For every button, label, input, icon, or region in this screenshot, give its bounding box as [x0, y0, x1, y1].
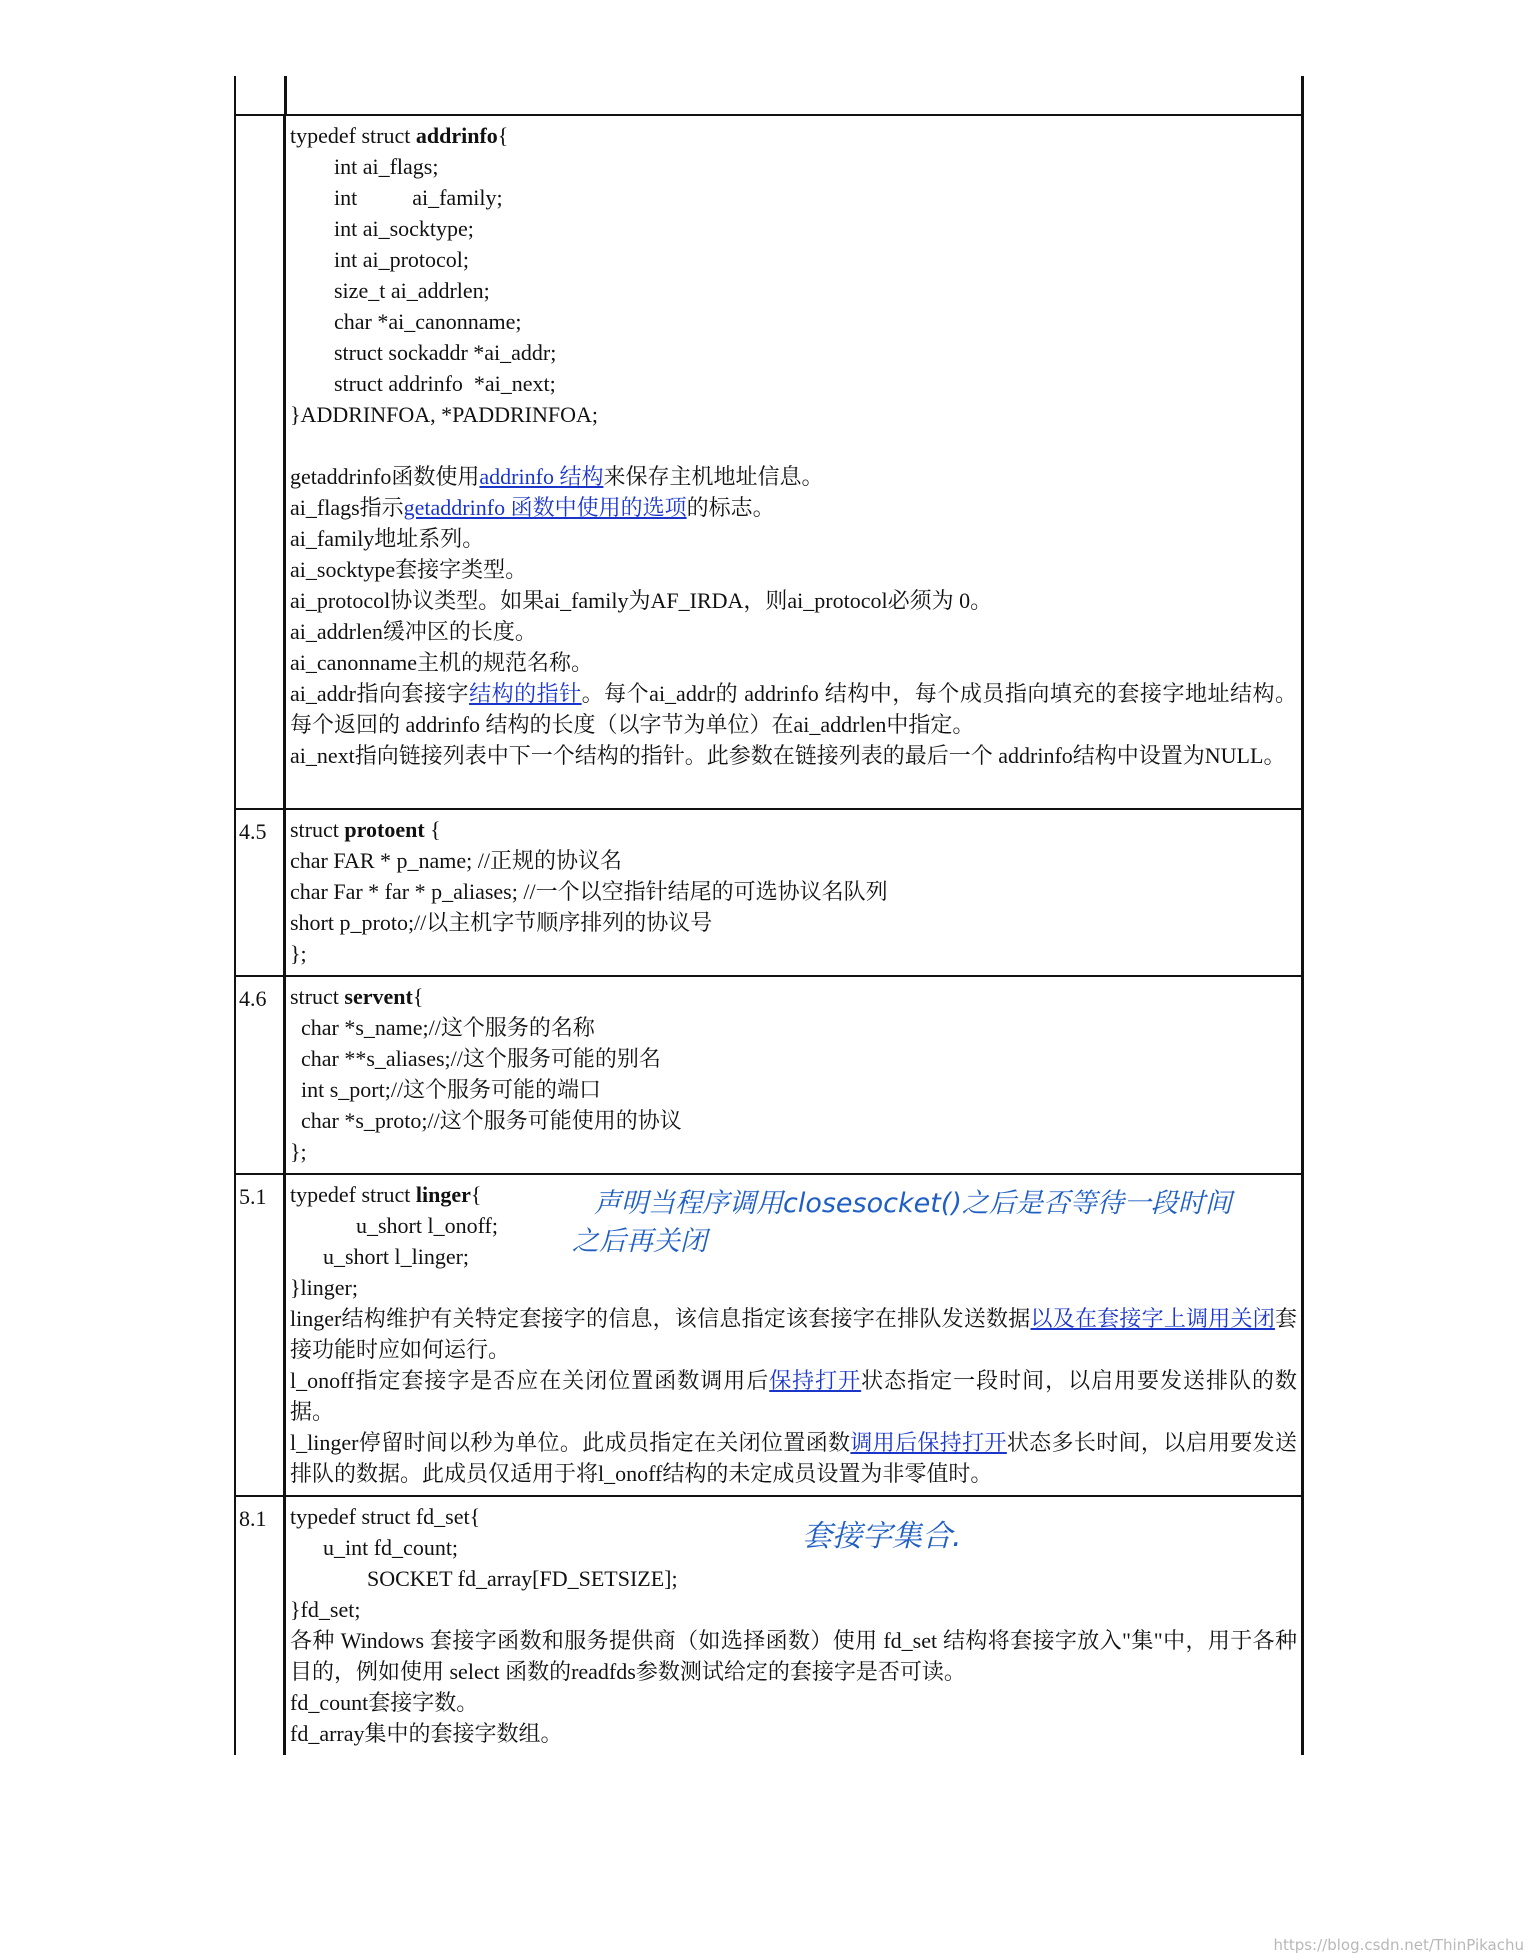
linger-description [290, 1303, 1297, 1489]
code-line: short p_proto;//以主机字节顺序排列的协议号 [290, 910, 713, 935]
code-line: u_short l_onoff; [290, 1213, 498, 1238]
section-number: 4.6 [234, 977, 286, 1173]
code-line: int s_port;//这个服务可能的端口 [290, 1077, 602, 1102]
handwritten-note-fd-set: 套接字集合. [802, 1519, 962, 1554]
description-line: linger结构维护有关特定套接字的信息，该信息指定该套接字在排队发送数据以及在套接字上调用关闭套接功能时应如何运行。 [290, 1306, 1297, 1362]
code-line: }; [290, 1139, 307, 1164]
code-line: char Far * far * p_aliases; //一个以空指针结尾的可选协议名队列 [290, 879, 888, 904]
handwritten-note-linger-line2: 之后再关闭 [572, 1226, 707, 1257]
code-line: }; [290, 941, 307, 966]
code-line: struct sockaddr *ai_addr; [290, 340, 557, 365]
code-line: typedef struct fd_set{ [290, 1504, 481, 1529]
description-line: l_onoff指定套接字是否应在关闭位置函数调用后保持打开状态指定一段时间，以启用要发送排队的数据。 [290, 1368, 1297, 1424]
description-line: ai_addrlen缓冲区的长度。 [290, 619, 537, 644]
description-line: fd_count套接字数。 [290, 1690, 479, 1715]
handwritten-note-linger-line1: 声明当程序调用closesocket()之后是否等待一段时间 [594, 1188, 1232, 1219]
description-line: 各种 Windows 套接字函数和服务提供商（如选择函数）使用 fd_set 结构将套接字放入"集"中，用于各种目的，例如使用 select 函数的readfds参数测试给定的套接字是否可读。 [290, 1628, 1297, 1684]
code-line: u_short l_linger; [290, 1244, 470, 1269]
code-line: char **s_aliases;//这个服务可能的别名 [290, 1046, 661, 1071]
section-protoent [234, 808, 1304, 975]
description-line: fd_array集中的套接字数组。 [290, 1721, 563, 1746]
section-addrinfo [234, 114, 1304, 808]
code-line: int ai_socktype; [290, 216, 474, 241]
fd-set-code [290, 1501, 1297, 1625]
code-line: }linger; [290, 1275, 358, 1300]
section-fd-set [234, 1495, 1304, 1755]
section-number [234, 116, 286, 808]
section-servent [234, 975, 1304, 1173]
struct-name: linger [415, 1182, 471, 1207]
code-line: }ADDRINFOA, *PADDRINFOA; [290, 402, 599, 427]
code-line: int ai_flags; [290, 154, 439, 179]
watermark: https://blog.csdn.net/ThinPikachu [1273, 1936, 1524, 1954]
doc-link[interactable]: addrinfo 结构 [479, 464, 604, 489]
code-line: struct addrinfo *ai_next; [290, 371, 556, 396]
protoent-code [290, 814, 1297, 969]
code-line: }fd_set; [290, 1597, 361, 1622]
code-line: size_t ai_addrlen; [290, 278, 490, 303]
doc-link[interactable]: getaddrinfo 函数中使用的选项 [403, 495, 687, 520]
code-line: typedef struct linger{ [290, 1182, 482, 1207]
code-line: char *s_name;//这个服务的名称 [290, 1015, 595, 1040]
doc-link[interactable]: 结构的指针 [469, 681, 582, 706]
struct-name: protoent [344, 817, 425, 842]
code-line: int ai_protocol; [290, 247, 470, 272]
code-line: struct servent{ [290, 984, 424, 1009]
code-line: char FAR * p_name; //正规的协议名 [290, 848, 622, 873]
description-line: ai_socktype套接字类型。 [290, 557, 528, 582]
section-number: 8.1 [234, 1497, 286, 1755]
description-line: ai_next指向链接列表中下一个结构的指针。此参数在链接列表的最后一个 addrinfo结构中设置为NULL。 [290, 743, 1286, 768]
section-number: 4.5 [234, 810, 286, 975]
struct-name: addrinfo [415, 123, 498, 148]
code-line: int ai_family; [290, 185, 503, 210]
description-line: ai_family地址系列。 [290, 526, 485, 551]
doc-link[interactable]: 调用后保持打开 [850, 1430, 1007, 1455]
description-line: ai_canonname主机的规范名称。 [290, 650, 594, 675]
description-line: l_linger停留时间以秒为单位。此成员指定在关闭位置函数调用后保持打开状态多长时间，以启用要发送排队的数据。此成员仅适用于将l_onoff结构的未定成员设置为非零值时。 [290, 1430, 1297, 1486]
servent-code [290, 981, 1297, 1167]
description-line: ai_flags指示getaddrinfo 函数中使用的选项的标志。 [290, 495, 775, 520]
code-line: struct protoent { [290, 817, 441, 842]
description-line: ai_protocol协议类型。如果ai_family为AF_IRDA，则ai_protocol必须为 0。 [290, 588, 993, 613]
section-linger [234, 1173, 1304, 1495]
doc-link[interactable]: 保持打开 [769, 1368, 862, 1393]
section-number: 5.1 [234, 1175, 286, 1495]
doc-link[interactable]: 以及在套接字上调用关闭 [1030, 1306, 1275, 1331]
fd-set-description [290, 1625, 1297, 1749]
code-line: char *s_proto;//这个服务可能使用的协议 [290, 1108, 682, 1133]
description-line: getaddrinfo函数使用addrinfo 结构来保存主机地址信息。 [290, 464, 824, 489]
addrinfo-description [290, 461, 1297, 771]
addrinfo-code [290, 120, 1297, 430]
code-line: u_int fd_count; [290, 1535, 459, 1560]
table-top-fragment [234, 76, 1304, 114]
code-line: SOCKET fd_array[FD_SETSIZE]; [290, 1566, 678, 1591]
code-line: char *ai_canonname; [290, 309, 522, 334]
description-line: ai_addr指向套接字结构的指针。每个ai_addr的 addrinfo 结构中，每个成员指向填充的套接字地址结构。每个返回的 addrinfo 结构的长度（以字节为单位）在ai_addrlen中指定。 [290, 681, 1298, 737]
struct-name: servent [344, 984, 413, 1009]
code-line: typedef struct addrinfo{ [290, 123, 509, 148]
document-table [234, 76, 1304, 1755]
